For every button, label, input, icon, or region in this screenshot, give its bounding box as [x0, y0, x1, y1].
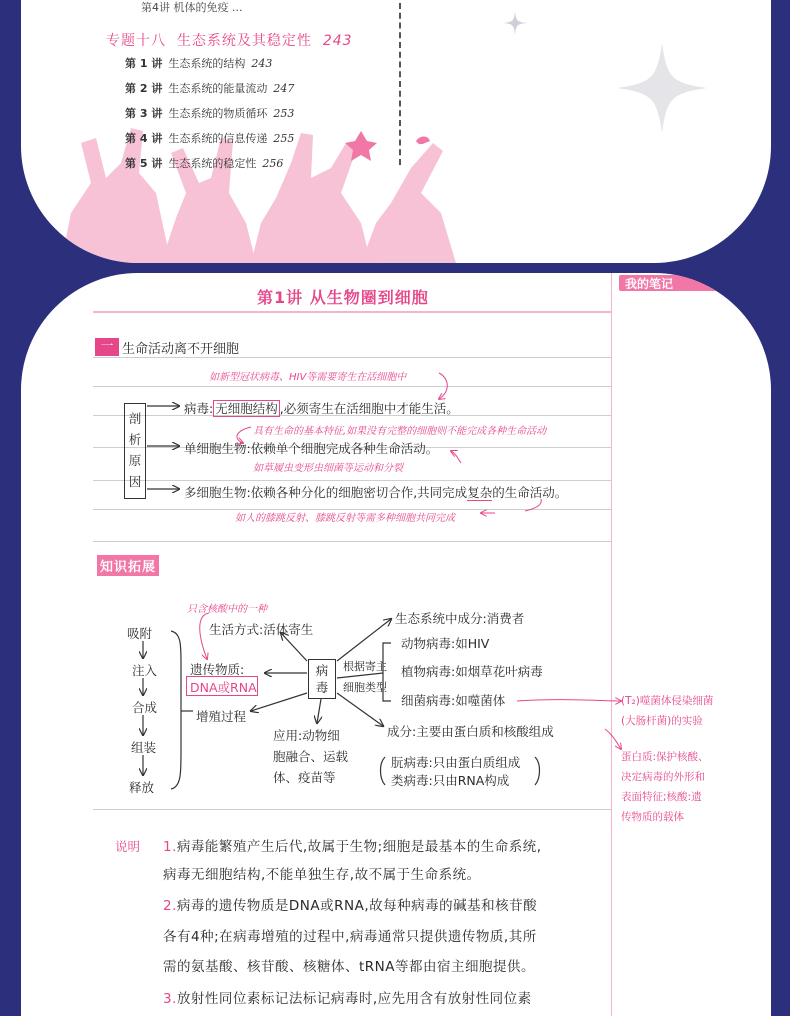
single-cell-feature-note: 具有生命的基本特征,如果没有完整的细胞则不能完成各种生命活动 — [253, 426, 547, 437]
classify-label-2: 细胞类型 — [343, 681, 387, 694]
notes-header: 我的笔记 — [619, 275, 739, 291]
step-release: 释放 — [129, 780, 155, 795]
step-assembly: 组装 — [131, 740, 157, 755]
ecology-role-text: 生态系统中成分:消费者 — [395, 611, 525, 626]
genetic-material-highlight — [186, 676, 258, 696]
toc-item[interactable]: 第 3 讲 生态系统的物质循环 253 — [125, 107, 295, 120]
side-note-phage-experiment: (T₂)噬菌体侵染细菌 (大肠杆菌)的实验 — [621, 695, 714, 727]
toc-item[interactable]: 第 1 讲 生态系统的结构 243 — [125, 57, 273, 70]
small-sparkle-icon — [503, 11, 527, 35]
virus-line: 病毒: 无细胞结构 ,必须寄生在活细胞中才能生活。 — [184, 401, 459, 416]
genetic-material-label: 遗传物质: — [190, 662, 245, 677]
application-text: 应用:动物细 胞融合、运载 体、疫苗等 — [273, 728, 349, 785]
toc-item[interactable]: 第 2 讲 生态系统的能量流动 247 — [125, 82, 295, 95]
virus-center-box: 病 毒 — [308, 659, 336, 699]
knowledge-extension-tag: 知识拓展 — [97, 555, 159, 576]
animal-virus-text: 动物病毒:如HIV — [401, 636, 490, 651]
genetic-material-value: DNA或RNA — [190, 680, 257, 695]
cause-analysis-box: 剖 析 原 因 — [124, 403, 146, 499]
proliferation-text: 增殖过程 — [196, 709, 247, 724]
ruled-line — [93, 809, 611, 810]
toc-chapter-title[interactable]: 专题十八 生态系统及其稳定性 243 — [106, 33, 353, 49]
composition-text: 成分:主要由蛋白质和核酸组成 — [387, 724, 554, 739]
lesson-page-card — [18, 270, 774, 1016]
explanation-line: 病毒无细胞结构,不能单独生存,故不属于生命系统。 — [163, 867, 481, 883]
explanation-line: 1.病毒能繁殖产生后代,故属于生物;细胞是最基本的生命系统, — [163, 839, 542, 855]
explanation-label: 说明 — [115, 839, 141, 854]
single-cell-line: 单细胞生物:依赖单个细胞完成各种生命活动。 — [184, 441, 439, 456]
prion-text: 朊病毒:只由蛋白质组成 — [391, 755, 521, 770]
toc-dashed-divider — [399, 3, 401, 165]
viroid-text: 类病毒:只由RNA构成 — [391, 773, 510, 788]
single-cell-example: 如草履虫变形虫细菌等运动和分裂 — [253, 463, 403, 474]
virus-example-note: 如新型冠状病毒、HIV等需要寄生在活细胞中 — [209, 372, 407, 383]
multi-cell-example: 如人的膝跳反射、膝跳反射等需多种细胞共同完成 — [235, 513, 455, 524]
toc-item[interactable]: 第 5 讲 生态系统的稳定性 256 — [125, 157, 284, 170]
sparkle-icon — [617, 43, 707, 133]
explanation-line: 3.放射性同位素标记法标记病毒时,应先用含有放射性同位素 — [163, 991, 532, 1007]
explanation-line: 各有4种;在病毒增殖的过程中,病毒通常只提供遗传物质,其所 — [163, 929, 537, 945]
section-heading — [95, 337, 239, 357]
section-title: 生命活动离不开细胞 — [122, 341, 240, 357]
notes-column-divider — [611, 273, 612, 1016]
step-injection: 注入 — [132, 663, 158, 678]
explanation-line: 需的氨基酸、核苷酸、核糖体、tRNA等都由宿主细胞提供。 — [163, 959, 536, 975]
explanation-line: 2.病毒的遗传物质是DNA或RNA,故每种病毒的碱基和核苷酸 — [163, 898, 538, 914]
title-rule — [93, 311, 611, 313]
plant-virus-text: 植物病毒:如烟草花叶病毒 — [401, 664, 543, 679]
table-of-contents-card — [18, 0, 774, 266]
toc-item[interactable]: 第 4 讲 生态系统的信息传递 255 — [125, 132, 295, 145]
ruled-line — [93, 357, 611, 358]
lesson-title: 第1讲 从生物圈到细胞 — [257, 288, 429, 307]
ruled-line — [93, 480, 611, 481]
multi-cell-line: 多细胞生物:依赖各种分化的细胞密切合作,共同完成复杂的生命活动。 — [184, 485, 568, 500]
step-adsorption: 吸附 — [127, 626, 153, 641]
ruled-line — [93, 386, 611, 387]
classify-label-1: 根据寄主 — [343, 660, 387, 673]
ruled-line — [93, 541, 611, 542]
nucleic-acid-note: 只含核酸中的一种 — [187, 604, 267, 615]
step-synthesis: 合成 — [132, 700, 158, 715]
lifestyle-text: 生活方式:活体寄生 — [209, 622, 314, 637]
section-number: 一 — [95, 338, 119, 356]
side-note-composition: 蛋白质:保护核酸、 决定病毒的外形和 表面特征;核酸:遗 传物质的载体 — [621, 751, 709, 823]
toc-cut-off-line: 第4讲 机体的免疫 ... — [141, 1, 243, 14]
bacteria-virus-text: 细菌病毒:如噬菌体 — [401, 693, 506, 708]
